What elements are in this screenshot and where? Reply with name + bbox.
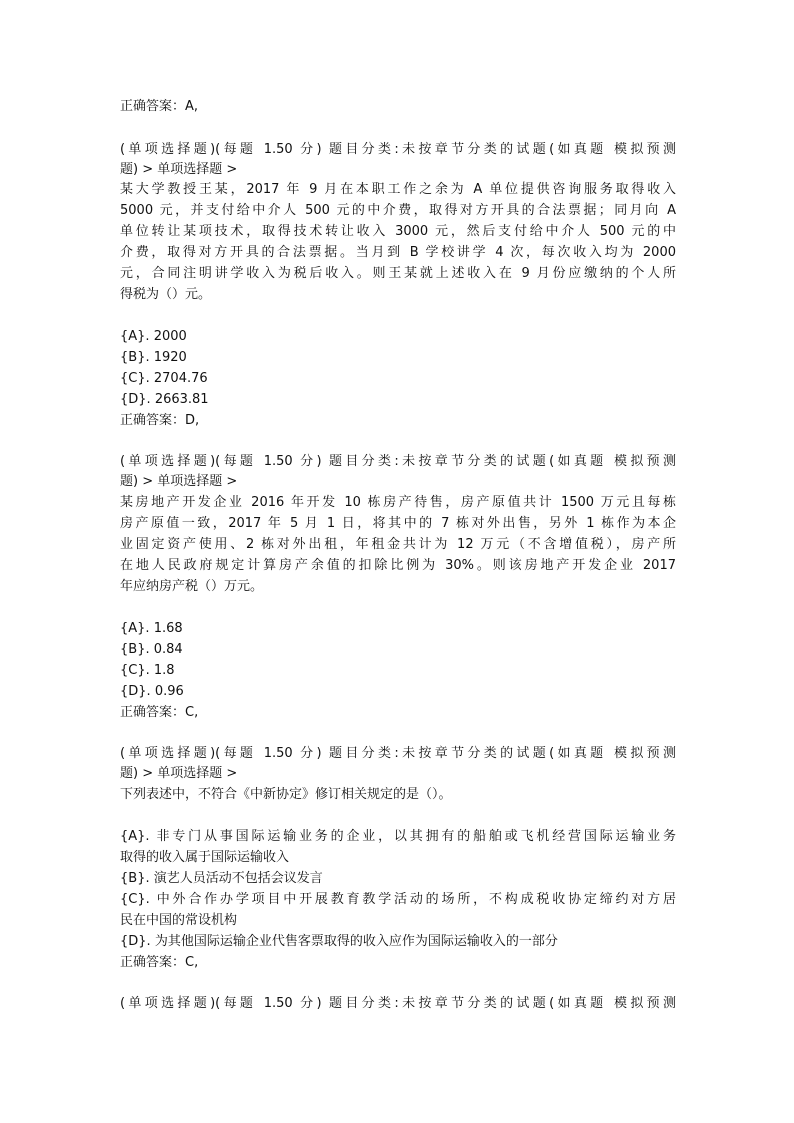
- question-text: 某房地产开发企业 2016 年开发 10 栋房产待售，房产原值共计 1500 万元且每栋: [120, 495, 676, 510]
- question-text: 元，合同注明讲学收入为税后收入。则王某就上述收入在 9 月份应缴纳的个人所: [120, 266, 676, 281]
- question-header: (单项选择题)(每题 1.50 分) 题目分类:未按章节分类的试题(如真题 模拟预测: [120, 746, 676, 761]
- answer-line: 正确答案：C,: [120, 955, 199, 970]
- question-category: 题) > 单项选择题 >: [120, 162, 238, 177]
- question-text: 介费，取得对方开具的合法票据。当月到 B 学校讲学 4 次，每次收入均为 2000: [120, 245, 676, 260]
- option-c: {C}. 1.8: [120, 663, 175, 678]
- option-d: {D}. 2663.81: [120, 392, 209, 407]
- answer-line: 正确答案：D,: [120, 413, 200, 428]
- option-a: {A}. 1.68: [120, 621, 183, 636]
- option-d: {D}. 为其他国际运输企业代售客票取得的收入应作为国际运输收入的一部分: [120, 934, 558, 949]
- option-a: {A}. 2000: [120, 329, 187, 344]
- option-c-cont: 民在中国的常设机构: [120, 913, 238, 928]
- question-text: 某大学教授王某，2017 年 9 月在本职工作之余为 A 单位提供咨询服务取得收入: [120, 182, 676, 197]
- question-category: 题) > 单项选择题 >: [120, 766, 238, 781]
- question-header: (单项选择题)(每题 1.50 分) 题目分类:未按章节分类的试题(如真题 模拟预测: [120, 454, 676, 469]
- question-text: 5000 元，并支付给中介人 500 元的中介费，取得对方开具的合法票据；同月向 A: [120, 203, 676, 218]
- question-header: (单项选择题)(每题 1.50 分) 题目分类:未按章节分类的试题(如真题 模拟预测: [120, 996, 676, 1011]
- answer-line: 正确答案：C,: [120, 705, 199, 720]
- option-c: {C}. 中外合作办学项目中开展教育教学活动的场所，不构成税收协定缔约对方居: [120, 892, 676, 907]
- question-category: 题) > 单项选择题 >: [120, 474, 238, 489]
- option-b: {B}. 0.84: [120, 642, 183, 657]
- question-text: 业固定资产使用、2 栋对外出租，年租金共计为 12 万元（不含增值税），房产所: [120, 537, 676, 552]
- option-b: {B}. 1920: [120, 350, 187, 365]
- answer-line: 正确答案：A,: [120, 99, 199, 114]
- question-text: 单位转让某项技术，取得技术转让收入 3000 元，然后支付给中介人 500 元的中: [120, 224, 676, 239]
- question-text: 年应纳房产税（）万元。: [120, 579, 264, 594]
- option-b: {B}. 演艺人员活动不包括会议发言: [120, 871, 323, 886]
- question-text: 下列表述中，不符合《中新协定》修订相关规定的是（）。: [120, 787, 452, 802]
- option-a-cont: 取得的收入属于国际运输收入: [120, 850, 290, 865]
- question-text: 在地人民政府规定计算房产余值的扣除比例为 30%。则该房地产开发企业 2017: [120, 558, 676, 573]
- question-text: 房产原值一致，2017 年 5 月 1 日，将其中的 7 栋对外出售，另外 1 栋作为本企: [120, 516, 676, 531]
- question-header: (单项选择题)(每题 1.50 分) 题目分类:未按章节分类的试题(如真题 模拟预测: [120, 142, 676, 157]
- option-d: {D}. 0.96: [120, 684, 184, 699]
- question-text: 得税为（）元。: [120, 287, 212, 302]
- option-c: {C}. 2704.76: [120, 371, 208, 386]
- option-a: {A}. 非专门从事国际运输业务的企业，以其拥有的船舶或飞机经营国际运输业务: [120, 829, 676, 844]
